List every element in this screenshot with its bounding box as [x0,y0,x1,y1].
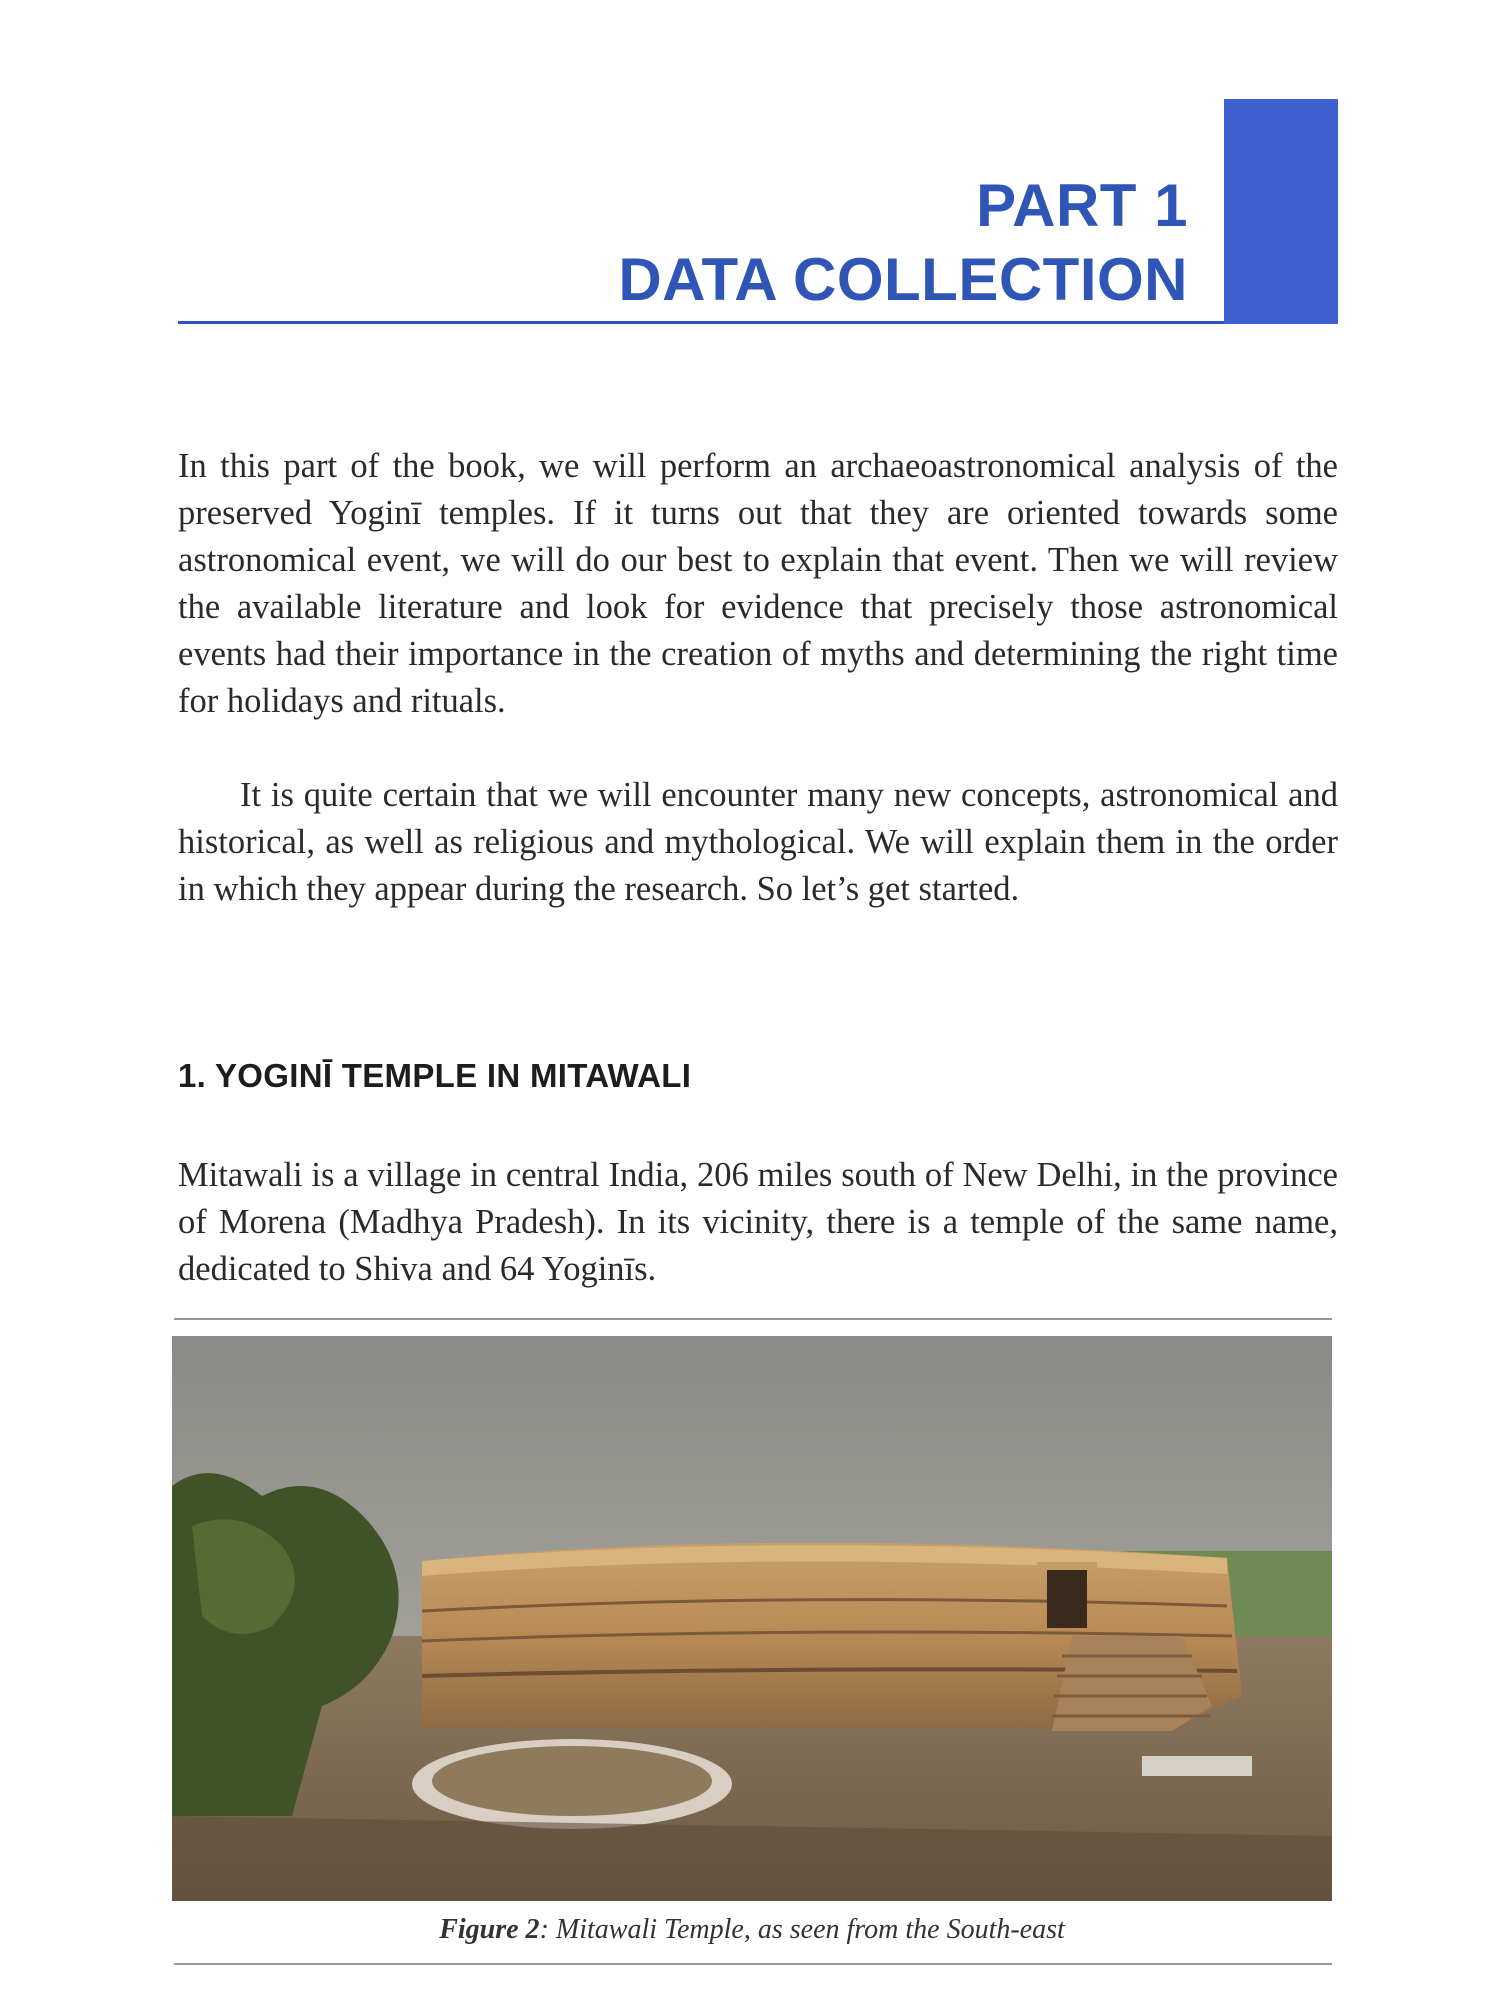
intro-paragraph-2: It is quite certain that we will encounter many new concepts, astronomical and historical, as well as religious and mythological. We will explain them in the order in which they appear during the research. So let’s get started. [178,776,1338,908]
part-title: DATA COLLECTION [618,246,1188,313]
part-header [178,99,1338,327]
figure-caption [172,1914,1332,1946]
section-heading: 1. YOGINĪ TEMPLE IN MITAWALI [178,1057,692,1094]
part-title-block [618,169,1188,317]
figure-caption-text: : Mitawali Temple, as seen from the South-east [539,1914,1065,1945]
intro-paragraph-1: In this part of the book, we will perform an archaeoastronomical analysis of the preserved Yoginī temples. If it turns out that they are oriented towards some astronomical event, we will do our best to explain that event. Then we will review the available literature and look for evidence that precisely those astronomical events had their importance in the creation of myths and determining the right time for holidays and rituals. [178,447,1338,720]
figure-label: Figure 2 [439,1914,540,1945]
section-paragraph: Mitawali is a village in central India, 206 miles south of New Delhi, in the province of Morena (Madhya Pradesh). In its vicinity, there is a temple of the same name, dedicated to Shiva and 64 Yoginīs. [178,1156,1338,1288]
header-divider [178,321,1238,324]
part-label: PART 1 [976,172,1188,239]
figure-top-rule [174,1318,1332,1320]
temple-photo [172,1336,1332,1901]
chapter-color-tab [1224,99,1338,324]
figure-bottom-rule [174,1963,1332,1965]
